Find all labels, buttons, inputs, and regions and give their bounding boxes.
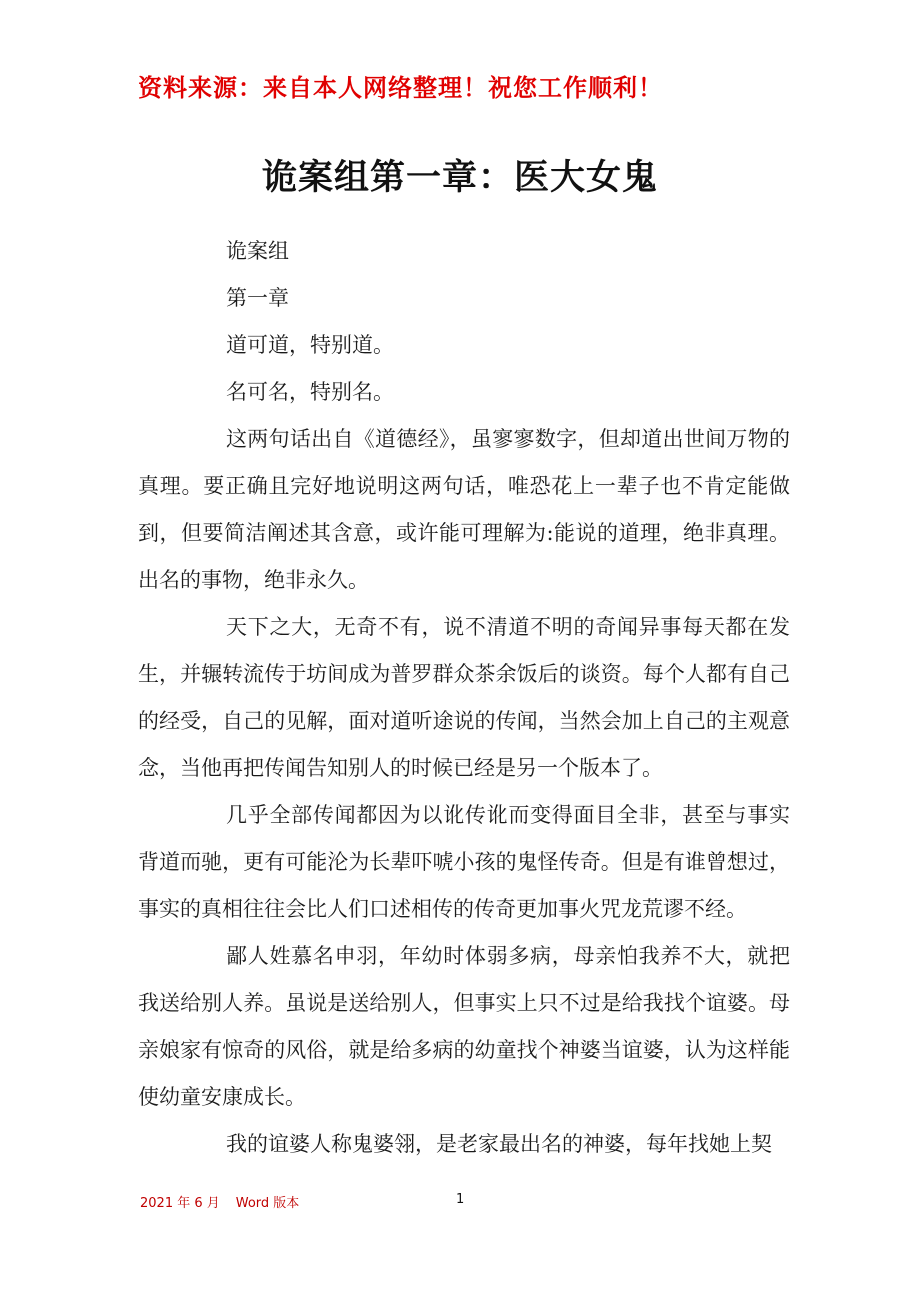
paragraph: 名可名，特别名。 — [226, 380, 394, 404]
paragraph: 第一章 — [226, 286, 289, 310]
header-note: 资料来源：来自本人网络整理！祝您工作顺利！ — [138, 74, 663, 102]
paragraph: 诡案组 — [226, 239, 289, 263]
footer — [140, 1192, 299, 1211]
footer-date: 2021 年 6 月 — [140, 1196, 220, 1211]
paragraph: 我的谊婆人称鬼婆翎，是老家最出名的神婆，每年找她上契 — [226, 1132, 772, 1156]
paragraph: 几乎全部传闻都因为以讹传讹而变得面目全非，甚至与事实背道而驰，更有可能沦为长辈吓唬小孩的鬼怪传奇。但是有谁曾想过，事实的真相往往会比人们口述相传的传奇更加事火咒龙荒谬不经。 — [138, 803, 790, 921]
paragraph: 天下之大，无奇不有，说不清道不明的奇闻异事每天都在发生，并辗转流传于坊间成为普罗群众茶余饭后的谈资。每个人都有自己的经受，自己的见解，面对道听途说的传闻，当然会加上自己的主观意念，当他再把传闻告知别人的时候已经是另一个版本了。 — [138, 615, 790, 780]
page-number: 1 — [456, 1192, 465, 1207]
paragraph: 道可道，特别道。 — [226, 333, 394, 357]
document-body — [138, 228, 790, 1168]
paragraph: 这两句话出自《道德经》，虽寥寥数字，但却道出世间万物的真理。要正确且完好地说明这两句话，唯恐花上一辈子也不肯定能做到，但要简洁阐述其含意，或许能可理解为:能说的道理，绝非真理。出名的事物，绝非永久。 — [138, 427, 790, 592]
footer-version: Word 版本 — [235, 1196, 300, 1211]
paragraph: 鄙人姓慕名申羽，年幼时体弱多病，母亲怕我养不大，就把我送给别人养。虽说是送给别人，但事实上只不过是给我找个谊婆。母亲娘家有惊奇的风俗，就是给多病的幼童找个神婆当谊婆，认为这样能使幼童安康成长。 — [138, 944, 790, 1109]
document-title: 诡案组第一章：医大女鬼 — [261, 157, 658, 198]
